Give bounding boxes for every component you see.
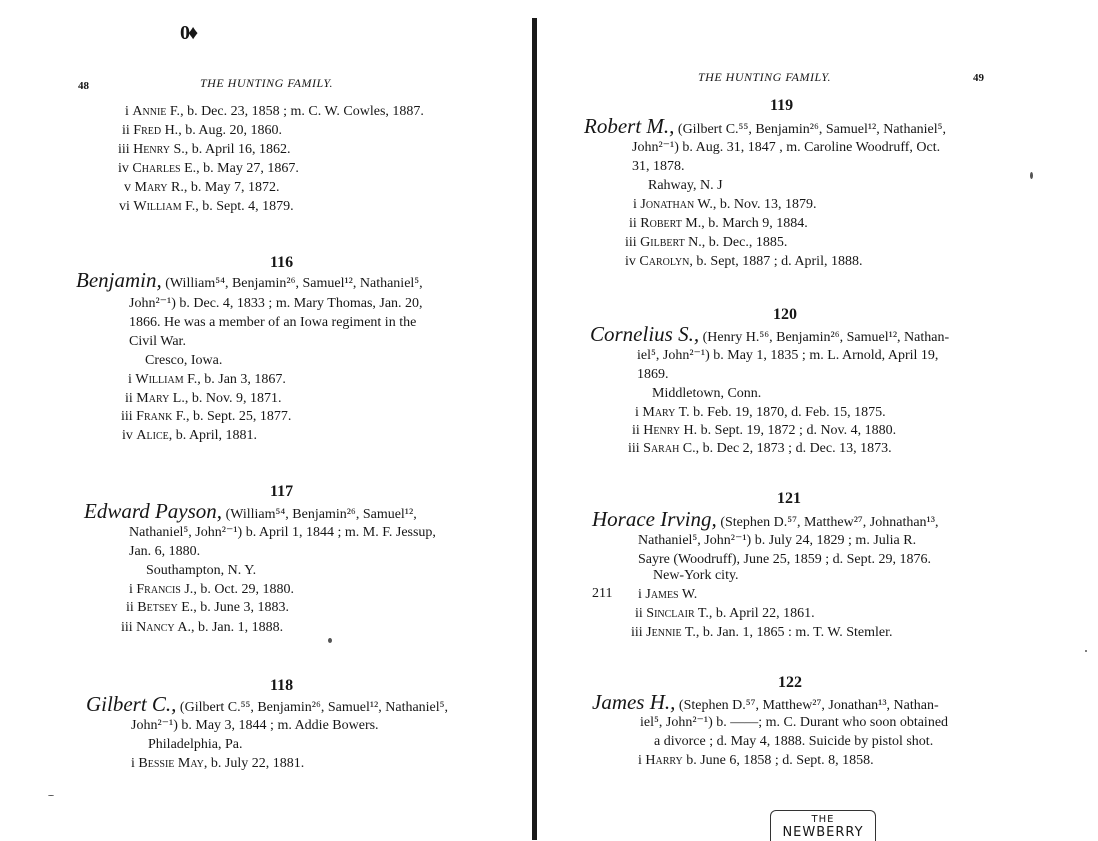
entry-heading: Robert M., (Gilbert C.⁵⁵, Benjamin²⁶, Samuel¹², Nathaniel⁵, <box>584 114 947 138</box>
child-item: vi William F., b. Sept. 4, 1879. <box>119 199 294 214</box>
scan-speck <box>1030 172 1033 179</box>
entry-number: 122 <box>778 674 802 691</box>
entry-heading: Benjamin, (William⁵⁴, Benjamin²⁶, Samuel¹², Nathaniel⁵, <box>76 268 423 292</box>
entry-line: 31, 1878. <box>632 159 685 174</box>
entry-line: John²⁻¹) b. May 3, 1844 ; m. Addie Bowers. <box>131 718 379 733</box>
entry-heading: Cornelius S., (Henry H.⁵⁶, Benjamin²⁶, Samuel¹², Nathan- <box>590 322 950 346</box>
entry-number: 119 <box>770 97 794 114</box>
child-item: ii Robert M., b. March 9, 1884. <box>629 216 808 231</box>
scan-speck <box>328 638 332 643</box>
entry-line: Nathaniel⁵, John²⁻¹) b. July 24, 1829 ; m. Julia R. <box>638 533 917 548</box>
child-item: iii Henry S., b. April 16, 1862. <box>118 142 291 157</box>
running-head: THE HUNTING FAMILY. <box>200 76 333 90</box>
scan-speck <box>1085 650 1087 652</box>
entry-line: Jan. 6, 1880. <box>129 544 201 559</box>
child-item: i Harry b. June 6, 1858 ; d. Sept. 8, 1858. <box>638 753 874 768</box>
stamp-line: NEWBERRY <box>782 825 864 840</box>
entry-line: a divorce ; d. May 4, 1888. Suicide by pistol shot. <box>654 734 934 749</box>
child-item: ii Henry H. b. Sept. 19, 1872 ; d. Nov. 4, 1880. <box>632 423 897 438</box>
child-item: i William F., b. Jan 3, 1867. <box>128 372 286 387</box>
library-stamp <box>770 810 876 841</box>
child-item: ii Betsey E., b. June 3, 1883. <box>126 600 289 615</box>
child-item: i James W. <box>638 587 698 602</box>
right-page <box>540 0 1098 840</box>
entry-number: 121 <box>777 490 801 507</box>
page-number: 49 <box>973 72 984 84</box>
entry-heading: Edward Payson, (William⁵⁴, Benjamin²⁶, Samuel¹², <box>84 499 417 523</box>
residence: New-York city. <box>653 568 739 583</box>
reference-number: 211 <box>592 586 613 601</box>
entry-number: 117 <box>270 483 294 500</box>
child-item: i Jonathan W., b. Nov. 13, 1879. <box>633 197 817 212</box>
child-item: ii Mary L., b. Nov. 9, 1871. <box>125 391 282 406</box>
entry-number: 118 <box>270 677 294 694</box>
scan-speck <box>48 795 54 796</box>
child-item: iv Carolyn, b. Sept, 1887 ; d. April, 1888. <box>625 254 863 269</box>
book-gutter <box>532 18 537 840</box>
entry-heading: James H., (Stephen D.⁵⁷, Matthew²⁷, Jonathan¹³, Nathan- <box>592 690 939 714</box>
child-item: ii Fred H., b. Aug. 20, 1860. <box>122 123 283 138</box>
entry-line: Sayre (Woodruff), June 25, 1859 ; d. Sept. 29, 1876. <box>638 552 931 567</box>
child-item: i Annie F., b. Dec. 23, 1858 ; m. C. W. Cowles, 1887. <box>125 104 424 119</box>
entry-heading: Horace Irving, (Stephen D.⁵⁷, Matthew²⁷, Johnathan¹³, <box>592 507 939 531</box>
child-item: iii Sarah C., b. Dec 2, 1873 ; d. Dec. 13, 1873. <box>628 441 892 456</box>
child-item: i Mary T. b. Feb. 19, 1870, d. Feb. 15, 1875. <box>635 405 886 420</box>
entry-heading: Gilbert C., (Gilbert C.⁵⁵, Benjamin²⁶, Samuel¹², Nathaniel⁵, <box>86 692 449 716</box>
entry-line: John²⁻¹) b. Aug. 31, 1847 , m. Caroline Woodruff, Oct. <box>632 140 941 155</box>
entry-line: 1869. <box>637 367 669 382</box>
entry-number: 120 <box>773 306 797 323</box>
entry-line: iel⁵, John²⁻¹) b. May 1, 1835 ; m. L. Arnold, April 19, <box>637 348 939 363</box>
child-item: iii Nancy A., b. Jan. 1, 1888. <box>121 620 284 635</box>
residence: Southampton, N. Y. <box>146 563 257 578</box>
child-item: iv Charles E., b. May 27, 1867. <box>118 161 299 176</box>
residence: Rahway, N. J <box>648 178 723 193</box>
child-item: i Francis J., b. Oct. 29, 1880. <box>129 582 295 597</box>
child-item: iii Gilbert N., b. Dec., 1885. <box>625 235 788 250</box>
entry-line: Nathaniel⁵, John²⁻¹) b. April 1, 1844 ; m. M. F. Jessup, <box>129 525 436 540</box>
residence: Philadelphia, Pa. <box>148 737 243 752</box>
child-item: v Mary R., b. May 7, 1872. <box>124 180 280 195</box>
running-head: THE HUNTING FAMILY. <box>698 70 831 84</box>
stamp-line: THE <box>811 814 835 825</box>
page-number: 48 <box>78 80 89 92</box>
left-page <box>0 0 530 840</box>
ink-mark: 0♦ <box>180 22 197 44</box>
child-item: iii Jennie T., b. Jan. 1, 1865 : m. T. W. Stemler. <box>631 625 893 640</box>
entry-line: 1866. He was a member of an Iowa regiment in the <box>129 315 417 330</box>
child-item: ii Sinclair T., b. April 22, 1861. <box>635 606 815 621</box>
residence: Middletown, Conn. <box>652 386 762 401</box>
child-item: i Bessie May, b. July 22, 1881. <box>131 756 305 771</box>
entry-line: iel⁵, John²⁻¹) b. ——; m. C. Durant who soon obtained <box>640 715 949 730</box>
child-item: iv Alice, b. April, 1881. <box>122 428 257 443</box>
child-item: iii Frank F., b. Sept. 25, 1877. <box>121 409 292 424</box>
residence: Cresco, Iowa. <box>145 353 223 368</box>
entry-number: 116 <box>270 254 294 271</box>
entry-line: John²⁻¹) b. Dec. 4, 1833 ; m. Mary Thomas, Jan. 20, <box>129 296 423 311</box>
entry-line: Civil War. <box>129 334 186 349</box>
